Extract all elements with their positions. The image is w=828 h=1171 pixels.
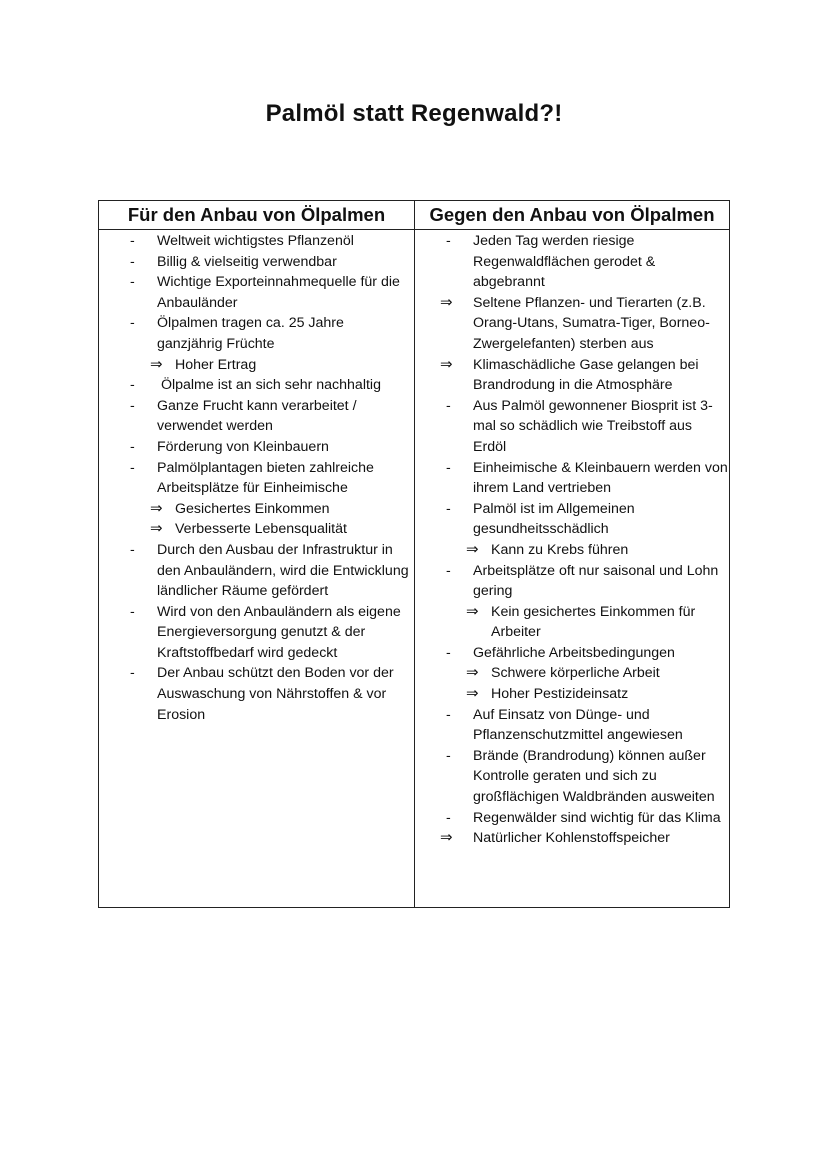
list-item-text: Kann zu Krebs führen [491,541,629,558]
list-item-text: Palmöl ist im Allgemeinen gesundheitsschädlich [473,500,635,538]
contra-list-subitem [440,602,729,643]
contra-list-item [440,293,729,355]
list-item-text: Einheimische & Kleinbauern werden von ihrem Land vertrieben [473,459,728,497]
list-item-text: Brände (Brandrodung) können außer Kontrolle geraten und sich zu großflächigen Waldbränden ausweiten [473,747,715,806]
contra-list-item [440,458,729,499]
pro-list-item [124,231,412,252]
contra-list-item [440,808,729,829]
bullet-marker: - [130,438,135,455]
bullet-marker: - [130,377,135,394]
arrow-icon: ⇒ [440,355,453,373]
bullet-marker: - [130,665,135,682]
pro-list-item [124,663,412,725]
list-item-text: Gefährliche Arbeitsbedingungen [473,644,675,661]
contra-list-subitem [440,540,729,561]
arrow-icon: ⇒ [466,664,479,682]
list-item-text: Ölpalmen tragen ca. 25 Jahre ganzjährig Früchte [157,315,344,352]
contra-list-item [440,231,729,293]
pro-list-item [124,252,412,273]
bullet-marker: - [446,459,451,476]
arrow-icon: ⇒ [440,293,453,311]
pro-list-item [124,437,412,458]
page-title: Palmöl statt Regenwald?! [265,100,563,127]
list-item-text: Gesichertes Einkommen [175,500,330,517]
arrow-icon: ⇒ [150,355,163,373]
list-item-text: Weltweit wichtigstes Pflanzenöl [157,233,354,249]
contra-list-item [440,705,729,746]
contra-list-item [440,746,729,808]
bullet-marker: - [130,541,135,558]
pro-column-header: Für den Anbau von Ölpalmen [127,204,386,225]
contra-column-header: Gegen den Anbau von Ölpalmen [429,204,715,225]
bullet-marker: - [130,459,135,476]
pro-column-list [124,231,412,725]
contra-list-item [440,396,729,458]
list-item-text: Klimaschädliche Gase gelangen bei Brandrodung in die Atmosphäre [473,356,699,394]
pro-list-item [124,272,412,313]
pro-list-subitem [124,519,412,540]
arrow-icon: ⇒ [466,540,479,558]
arrow-icon: ⇒ [150,520,163,538]
list-item-text: Hoher Ertrag [175,356,257,373]
bullet-marker: - [446,397,451,414]
list-item-text: Jeden Tag werden riesige Regenwaldflächen gerodet & abgebrannt [473,233,656,291]
header-divider [99,229,729,230]
list-item-text: Der Anbau schützt den Boden vor der Auswaschung von Nährstoffen & vor Erosion [157,665,394,723]
bullet-marker: - [130,603,135,620]
list-item-text: Aus Palmöl gewonnener Biosprit ist 3-mal so schädlich wie Treibstoff aus Erdöl [473,397,713,455]
list-item-text: Verbesserte Lebensqualität [175,521,347,538]
contra-list-item [440,828,729,849]
contra-list-item [440,355,729,396]
arrow-icon: ⇒ [466,602,479,620]
list-item-text: Ganze Frucht kann verarbeitet / verwendet werden [157,397,357,435]
column-divider [414,201,415,907]
bullet-marker: - [446,562,451,579]
contra-list-subitem [440,684,729,705]
pro-list-item [124,313,412,354]
bullet-marker: - [446,706,451,723]
contra-list-item [440,561,729,602]
pro-list-item [124,458,412,499]
arrow-icon: ⇒ [150,499,163,517]
bullet-marker: - [446,233,451,249]
contra-list-item [440,643,729,664]
contra-list-item [440,499,729,540]
pro-list-item [124,396,412,437]
pro-contra-table [98,200,730,908]
pro-list-item [124,602,412,664]
list-item-text: Arbeitsplätze oft nur saisonal und Lohn gering [473,562,719,600]
arrow-icon: ⇒ [466,685,479,703]
contra-list-subitem [440,663,729,684]
list-item-text: Palmölplantagen bieten zahlreiche Arbeitsplätze für Einheimische [157,459,374,497]
list-item-text: Wird von den Anbauländern als eigene Energieversorgung genutzt & der Kraftstoffbedarf wird gedeckt [157,603,401,661]
arrow-icon: ⇒ [440,829,453,847]
bullet-marker: - [130,253,135,270]
list-item-text: Wichtige Exporteinnahmequelle für die Anbauländer [157,274,400,311]
pro-list-subitem [124,499,412,520]
list-item-text: Kein gesichertes Einkommen für Arbeiter [491,603,696,641]
bullet-marker: - [446,747,451,764]
list-item-text: Hoher Pestizideinsatz [491,686,629,703]
list-item-text: Förderung von Kleinbauern [157,438,329,455]
contra-column-list [440,231,729,849]
list-item-text: Seltene Pflanzen- und Tierarten (z.B. Orang-Utans, Sumatra-Tiger, Borneo-Zwergelefanten) sterben aus [473,294,710,352]
bullet-marker: - [446,809,451,826]
bullet-marker: - [130,274,135,291]
bullet-marker: - [130,233,135,249]
list-item-text: Auf Einsatz von Dünge- und Pflanzenschutzmittel angewiesen [473,706,683,744]
bullet-marker: - [446,500,451,517]
pro-list-item [124,375,412,396]
bullet-marker: - [130,315,135,332]
list-item-text: Durch den Ausbau der Infrastruktur in den Anbauländern, wird die Entwicklung ländlicher Räume gefördert [157,541,409,600]
list-item-text: Regenwälder sind wichtig für das Klima [473,809,721,826]
list-item-text: Natürlicher Kohlenstoffspeicher [473,830,670,847]
list-item-text: Schwere körperliche Arbeit [491,665,660,682]
list-item-text: Billig & vielseitig verwendbar [157,253,337,270]
pro-list-subitem [124,355,412,376]
bullet-marker: - [130,397,135,414]
pro-list-item [124,540,412,602]
bullet-marker: - [446,644,451,661]
list-item-text: Ölpalme ist an sich sehr nachhaltig [157,377,381,394]
